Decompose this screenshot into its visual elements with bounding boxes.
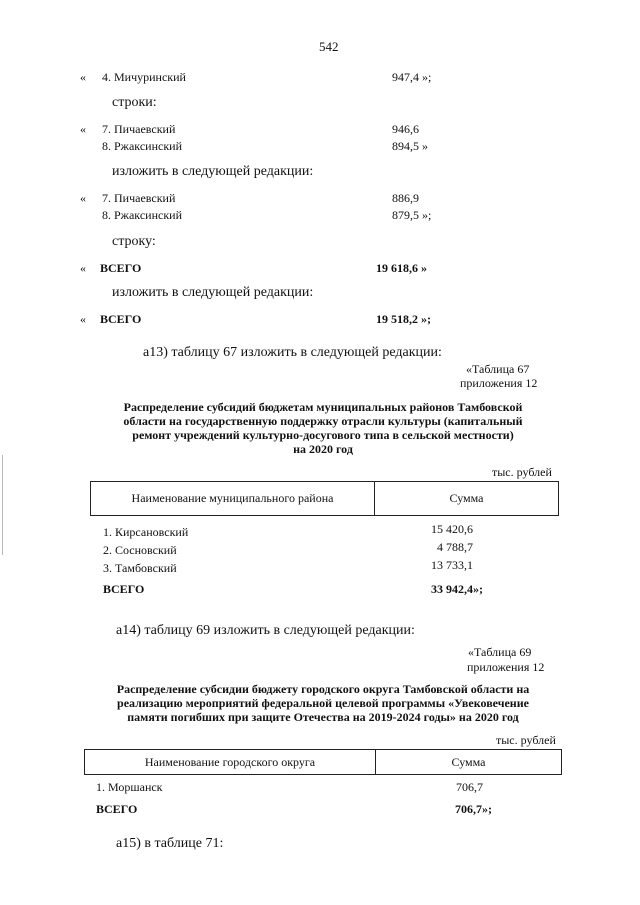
table-title-line: ремонт учреждений культурно-досугового типа в сельской местности) bbox=[132, 428, 514, 442]
table-total-value: 706,7»; bbox=[455, 802, 492, 816]
row-value: 947,4 »; bbox=[392, 70, 432, 84]
table-row-value: 4 788,7 bbox=[437, 540, 473, 554]
table-row-name: 1. Кирсановский bbox=[103, 525, 189, 539]
table-title-line: Распределение субсидии бюджету городского округа Тамбовской области на bbox=[116, 682, 530, 696]
table-title bbox=[88, 400, 558, 456]
quote-open: « bbox=[80, 191, 86, 205]
table-total-label: ВСЕГО bbox=[103, 582, 145, 596]
table-ref-line1: «Таблица 69 bbox=[468, 645, 532, 659]
table-header bbox=[90, 481, 559, 516]
table-row-value: 13 733,1 bbox=[431, 558, 473, 572]
column-header: Сумма bbox=[449, 491, 484, 505]
instruction-replace: изложить в следующей редакции: bbox=[112, 164, 314, 179]
table-row-name: 2. Сосновский bbox=[103, 543, 177, 557]
row-value: 946,6 bbox=[392, 122, 419, 136]
column-header: Наименование муниципального района bbox=[91, 482, 375, 515]
row-value: 879,5 »; bbox=[392, 208, 432, 222]
section-intro-a15: а15) в таблице 71: bbox=[116, 836, 224, 851]
table-row-value: 15 420,6 bbox=[431, 522, 473, 536]
column-header: Сумма bbox=[451, 754, 486, 769]
section-intro-a13: а13) таблицу 67 изложить в следующей редакции: bbox=[143, 345, 442, 360]
instruction-replace: изложить в следующей редакции: bbox=[112, 285, 314, 300]
row-name: 7. Пичаевский bbox=[102, 191, 176, 205]
table-total-label: ВСЕГО bbox=[96, 802, 138, 816]
total-label: ВСЕГО bbox=[100, 261, 142, 275]
table-title-line: памяти погибших при защите Отечества на 2019-2024 годы» на 2020 год bbox=[127, 710, 519, 724]
table-ref-line1: «Таблица 67 bbox=[466, 362, 530, 376]
row-name: 8. Ржаксинский bbox=[102, 208, 182, 222]
table-row-name: 1. Моршанск bbox=[96, 780, 163, 794]
table-title bbox=[76, 682, 570, 724]
table-ref-line2: приложения 12 bbox=[467, 660, 545, 674]
quote-open: « bbox=[80, 70, 86, 84]
table-row-value: 706,7 bbox=[456, 780, 483, 794]
column-header: Наименование городского округа bbox=[85, 750, 376, 774]
table-title-line: реализацию мероприятий федеральной целевой программы «Увековечение bbox=[117, 696, 529, 710]
quote-open: « bbox=[80, 122, 86, 136]
table-header bbox=[84, 749, 562, 775]
row-name: 4. Мичуринский bbox=[102, 70, 186, 84]
table-title-line: Распределение субсидий бюджетам муниципальных районов Тамбовской bbox=[123, 400, 523, 414]
table-row-name: 3. Тамбовский bbox=[103, 561, 177, 575]
quote-open: « bbox=[80, 312, 86, 326]
total-value: 19 518,2 »; bbox=[376, 312, 431, 326]
table-total-value: 33 942,4»; bbox=[431, 582, 483, 596]
row-value: 886,9 bbox=[392, 191, 419, 205]
quote-open: « bbox=[80, 261, 86, 275]
table-title-line: области на государственную поддержку отрасли культуры (капитальный bbox=[123, 414, 523, 428]
row-name: 8. Ржаксинский bbox=[102, 139, 182, 153]
instruction-lines: строки: bbox=[112, 95, 157, 110]
page-number: 542 bbox=[319, 39, 339, 54]
row-value: 894,5 » bbox=[392, 139, 428, 153]
units-label: тыс. рублей bbox=[496, 733, 556, 747]
row-name: 7. Пичаевский bbox=[102, 122, 176, 136]
total-label: ВСЕГО bbox=[100, 312, 142, 326]
table-ref-line2: приложения 12 bbox=[460, 376, 538, 390]
instruction-line: строку: bbox=[112, 234, 156, 249]
table-title-line: на 2020 год bbox=[293, 442, 353, 456]
section-intro-a14: а14) таблицу 69 изложить в следующей редакции: bbox=[116, 623, 415, 638]
scan-edge-mark bbox=[2, 455, 3, 555]
units-label: тыс. рублей bbox=[492, 465, 552, 479]
total-value: 19 618,6 » bbox=[376, 261, 427, 275]
